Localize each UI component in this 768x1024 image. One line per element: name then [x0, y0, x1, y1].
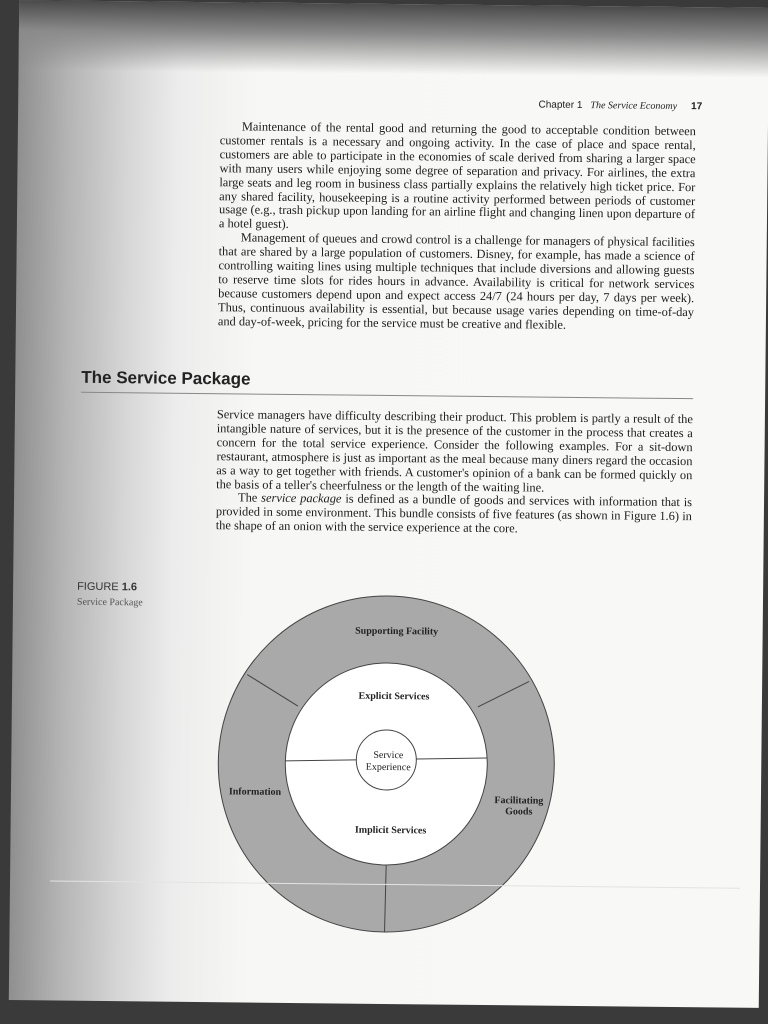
body-text-section	[216, 408, 693, 538]
scan-shadow	[19, 0, 768, 78]
paragraph: Management of queues and crowd control is a challenge for managers of physical facilities that are shared by a large population of customers. Disney, for example, has made a science of controlling waiting lines using multiple techniques that include diversions and allowing guests to reserve time slots for rides hours in advance. Availability is critical for network services because customers depend upon and expect access 24/7 (24 hours per day, 7 days per week). Thus, continuous availability is essential, but because usage varies depending on time-of-day and day-of-week, pricing for the service must be creative and flexible.	[217, 230, 695, 332]
label-experience: Experience	[365, 761, 411, 774]
paragraph: Service managers have difficulty describing their product. This problem is partly a result of the intangible nature of services, but it is the presence of the customer in the process that creates a concern for the total service experience. Consider the following examples. For a sit-down restaurant, atmosphere is just as important as the meal because many diners regard the occasion as a way to get together with friends. A customer's opinion of a bank can be formed quickly on the basis of a teller's cheerfulness or the length of the waiting line.	[216, 407, 693, 495]
figure-label	[77, 581, 137, 594]
figure-number: 1.6	[121, 581, 138, 594]
paragraph: Maintenance of the rental good and returning the good to acceptable condition between customer rentals is a necessary and ongoing activity. In the case of place and space rental, customers are able to participate in the economies of scale derived from sharing a larger space with many users while enjoying some degree of separation and privacy. For airlines, the extra large seats and leg room in business class partially explains the relatively high ticket price. For any shared facility, housekeeping is a routine activity performed between periods of customer usage (e.g., trash pickup upon landing for an airline flight and changing linen upon departure of a hotel guest).	[218, 119, 696, 232]
paragraph	[216, 492, 692, 539]
running-header	[538, 100, 702, 113]
text-run: The	[237, 490, 262, 506]
label-facilitating: Facilitating	[494, 795, 544, 807]
chapter-title: The Service Economy	[590, 100, 678, 112]
italic-term: service package	[261, 491, 342, 506]
text-run: is defined as a bundle of goods and services with information that is provided in some environment. This bundle consists of five features (as shown in Figure 1.6) in the shape of an onion with the service experience at the core.	[215, 491, 693, 536]
label-goods: Goods	[505, 806, 533, 818]
body-text-top	[218, 120, 696, 334]
document-page	[9, 0, 768, 1008]
label-information: Information	[228, 786, 282, 798]
label-service: Service	[373, 749, 404, 762]
label-implicit-services: Implicit Services	[354, 824, 427, 837]
chapter-label: Chapter 1	[538, 99, 583, 112]
figure-word: FIGURE	[77, 580, 119, 594]
figure-caption: Service Package	[76, 596, 143, 609]
page-number: 17	[690, 101, 703, 113]
section-heading: The Service Package	[81, 368, 693, 399]
label-explicit-services: Explicit Services	[358, 690, 430, 703]
label-supporting-facility: Supporting Facility	[355, 625, 439, 638]
